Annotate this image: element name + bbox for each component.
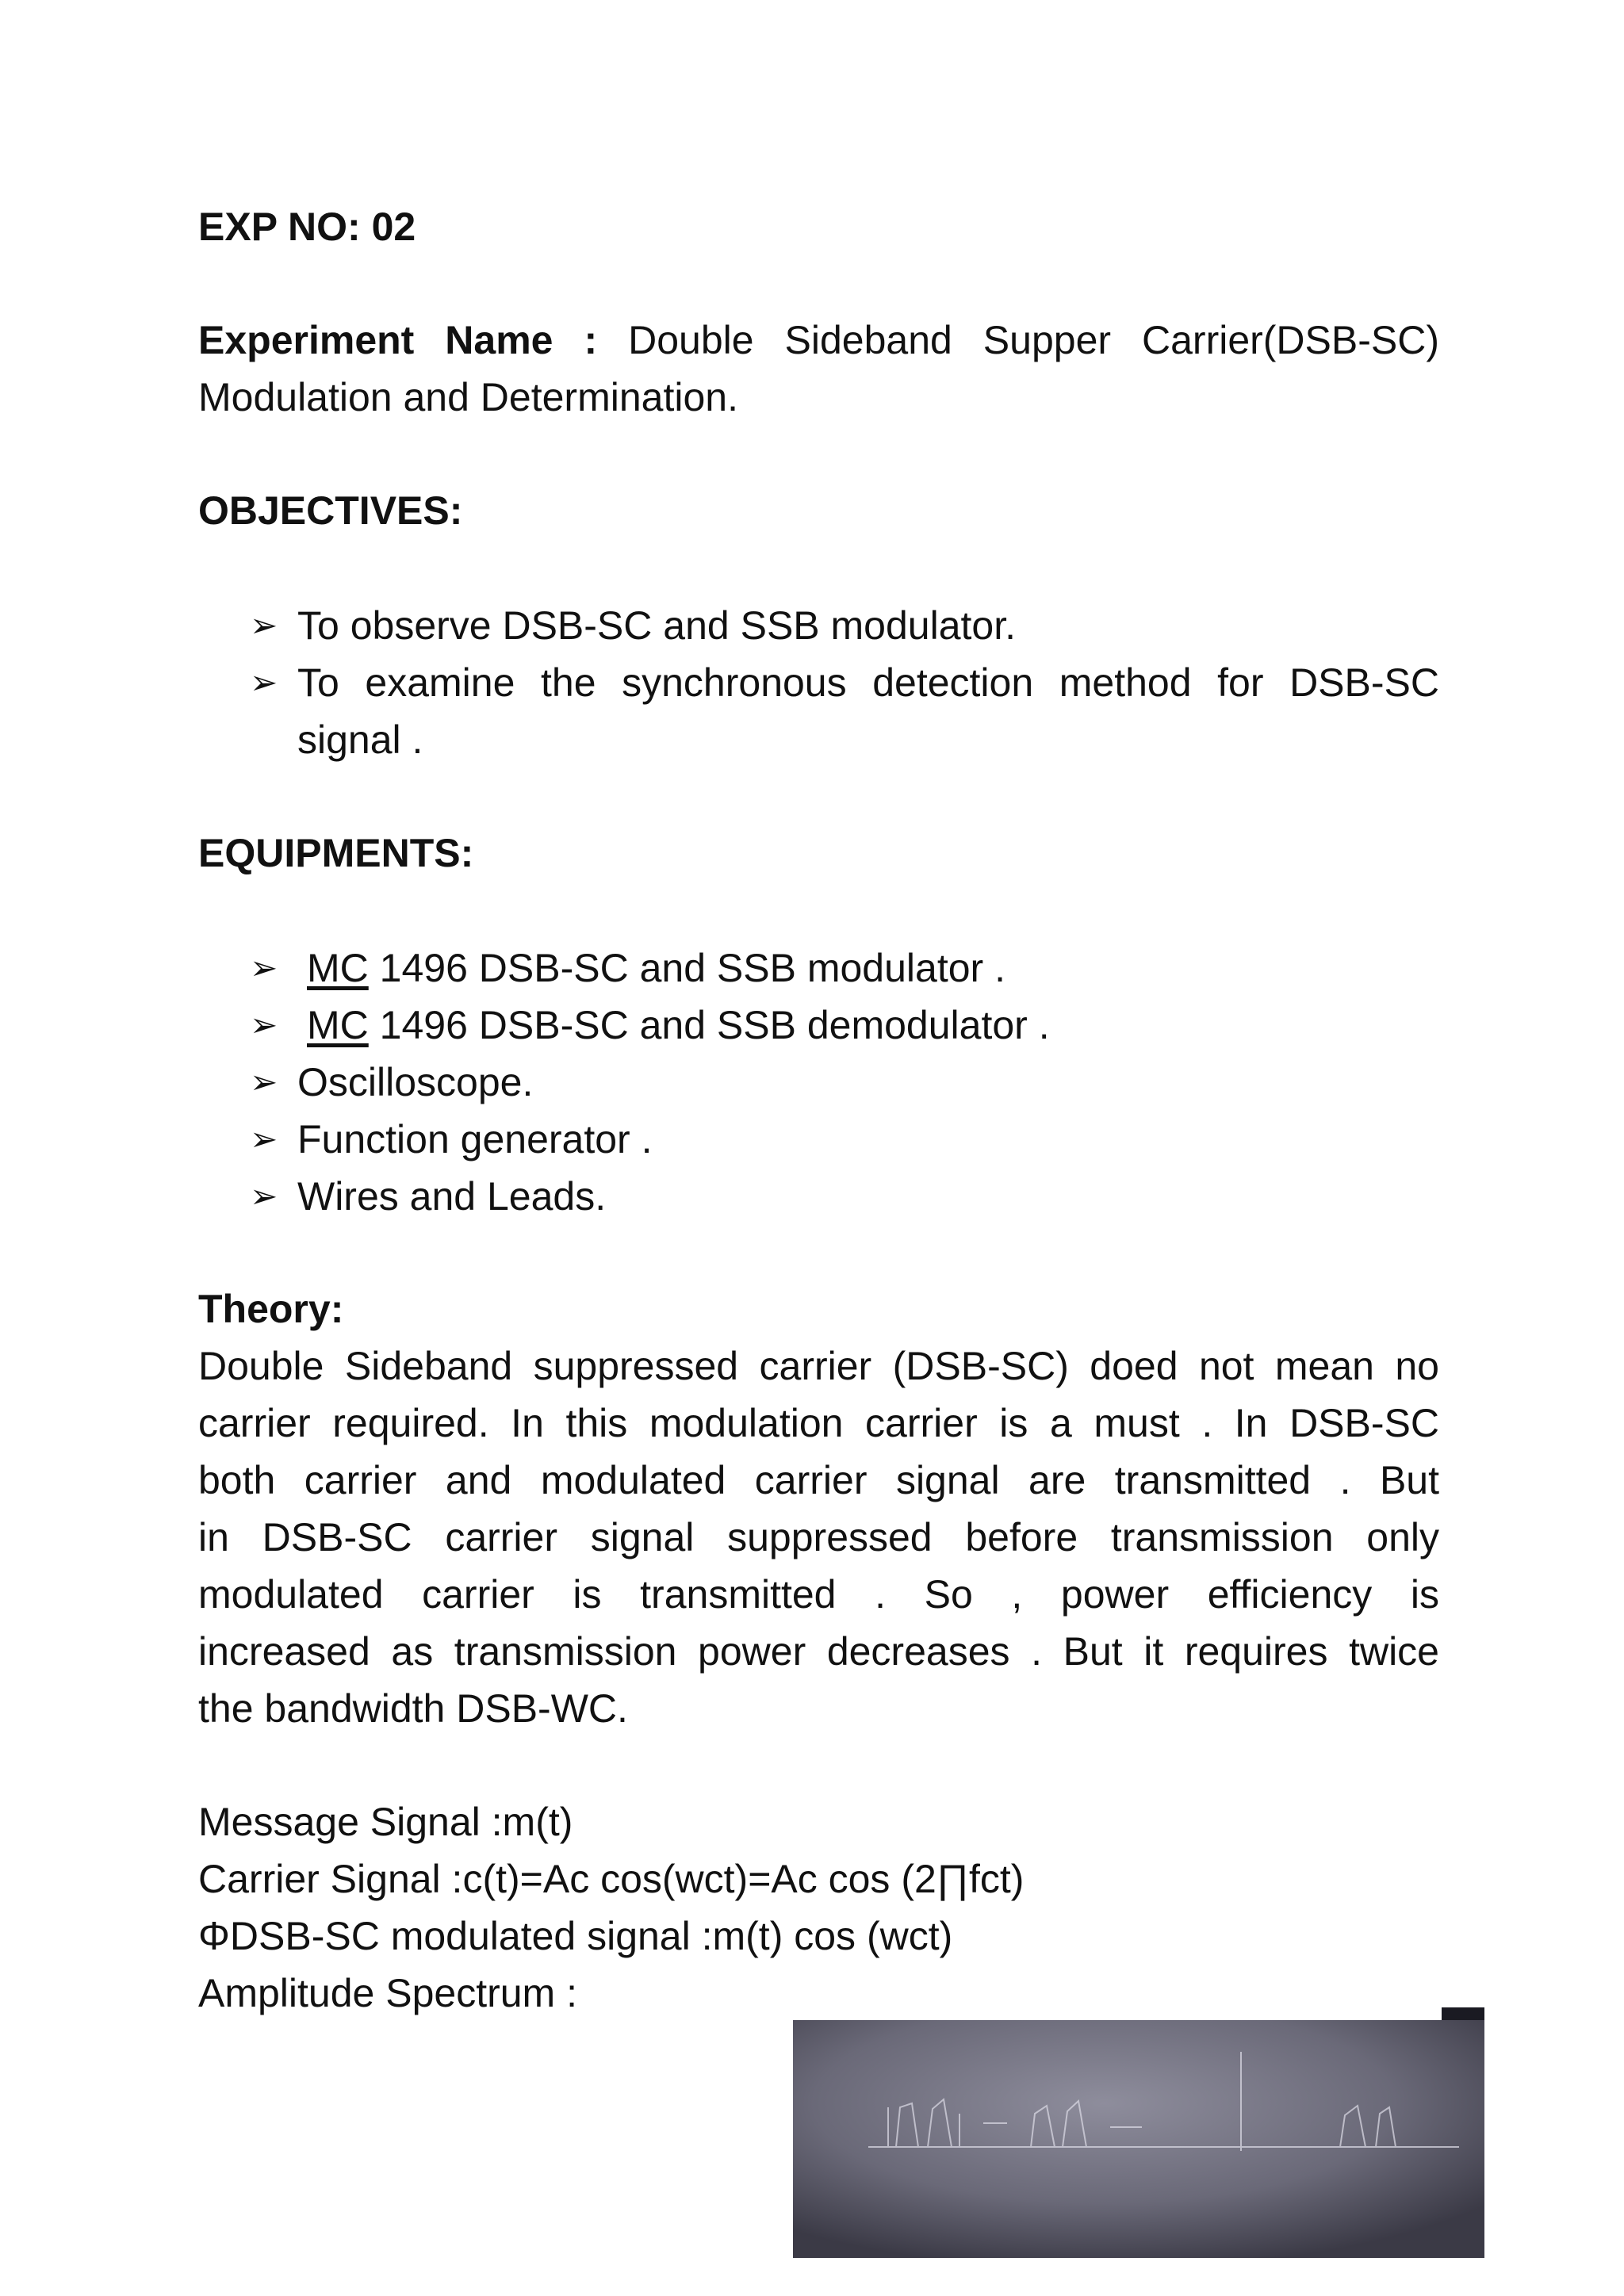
equipment-text: Oscilloscope.: [297, 1060, 534, 1104]
bullet-arrow-icon: ➢: [250, 664, 278, 701]
bullet-arrow-icon: ➢: [250, 1063, 278, 1100]
experiment-name-line-2: Modulation and Determination.: [198, 375, 738, 419]
bullet-arrow-icon: ➢: [250, 1120, 278, 1158]
experiment-name-label: Experiment Name :: [198, 318, 598, 362]
equipment-text: Function generator .: [297, 1117, 653, 1161]
objectives-heading: OBJECTIVES:: [198, 488, 463, 533]
carrier-signal-formula: Carrier Signal :c(t)=Ac cos(wct)=Ac cos (2∏fct): [198, 1857, 1025, 1901]
objective-text-continued: signal .: [297, 718, 423, 762]
bullet-arrow-icon: ➢: [250, 1177, 278, 1215]
exp-number: EXP NO: 02: [198, 205, 416, 249]
modulated-signal-formula: ΦDSB-SC modulated signal :m(t) cos (wct): [198, 1914, 953, 1958]
theory-line: the bandwidth DSB-WC.: [198, 1686, 628, 1731]
equipment-prefix: MC: [307, 946, 369, 990]
formulas-block: [198, 1793, 1024, 2022]
theory-line: increased as transmission power decreases . But it requires twice: [198, 1629, 1439, 1674]
equipment-prefix: MC: [307, 1003, 369, 1047]
theory-line: modulated carrier is transmitted . So , power efficiency is: [198, 1572, 1439, 1617]
theory-paragraph: [198, 1337, 1439, 1737]
theory-line: Double Sideband suppressed carrier (DSB-SC) doed not mean no: [198, 1344, 1439, 1388]
amplitude-spectrum-photo: [793, 2020, 1484, 2258]
amplitude-spectrum-label: Amplitude Spectrum :: [198, 1971, 577, 2015]
experiment-name-line-1: [198, 312, 1439, 369]
theory-line: carrier required. In this modulation carrier is a must . In DSB-SC: [198, 1401, 1439, 1445]
bullet-arrow-icon: ➢: [250, 949, 278, 986]
experiment-name-value: Double Sideband Supper Carrier(DSB-SC): [628, 318, 1439, 362]
equipments-list: [250, 939, 1439, 1233]
bullet-arrow-icon: ➢: [250, 607, 278, 644]
experiment-name: [198, 312, 1439, 426]
theory-heading: Theory:: [198, 1287, 344, 1331]
objective-text: To examine the synchronous detection method for DSB-SC: [297, 660, 1439, 705]
objective-text: To observe DSB-SC and SSB modulator.: [297, 603, 1017, 648]
bullet-arrow-icon: ➢: [250, 1006, 278, 1043]
spectrum-sketch: [793, 2020, 1484, 2258]
equipment-text: 1496 DSB-SC and SSB demodulator .: [368, 1003, 1050, 1047]
theory-line: both carrier and modulated carrier signal are transmitted . But: [198, 1458, 1439, 1502]
equipments-heading: EQUIPMENTS:: [198, 831, 474, 875]
objectives-list: [250, 597, 1439, 771]
equipment-text: Wires and Leads.: [297, 1174, 607, 1219]
message-signal-formula: Message Signal :m(t): [198, 1800, 573, 1844]
equipment-text: 1496 DSB-SC and SSB modulator .: [368, 946, 1005, 990]
theory-line: in DSB-SC carrier signal suppressed before transmission only: [198, 1515, 1439, 1559]
